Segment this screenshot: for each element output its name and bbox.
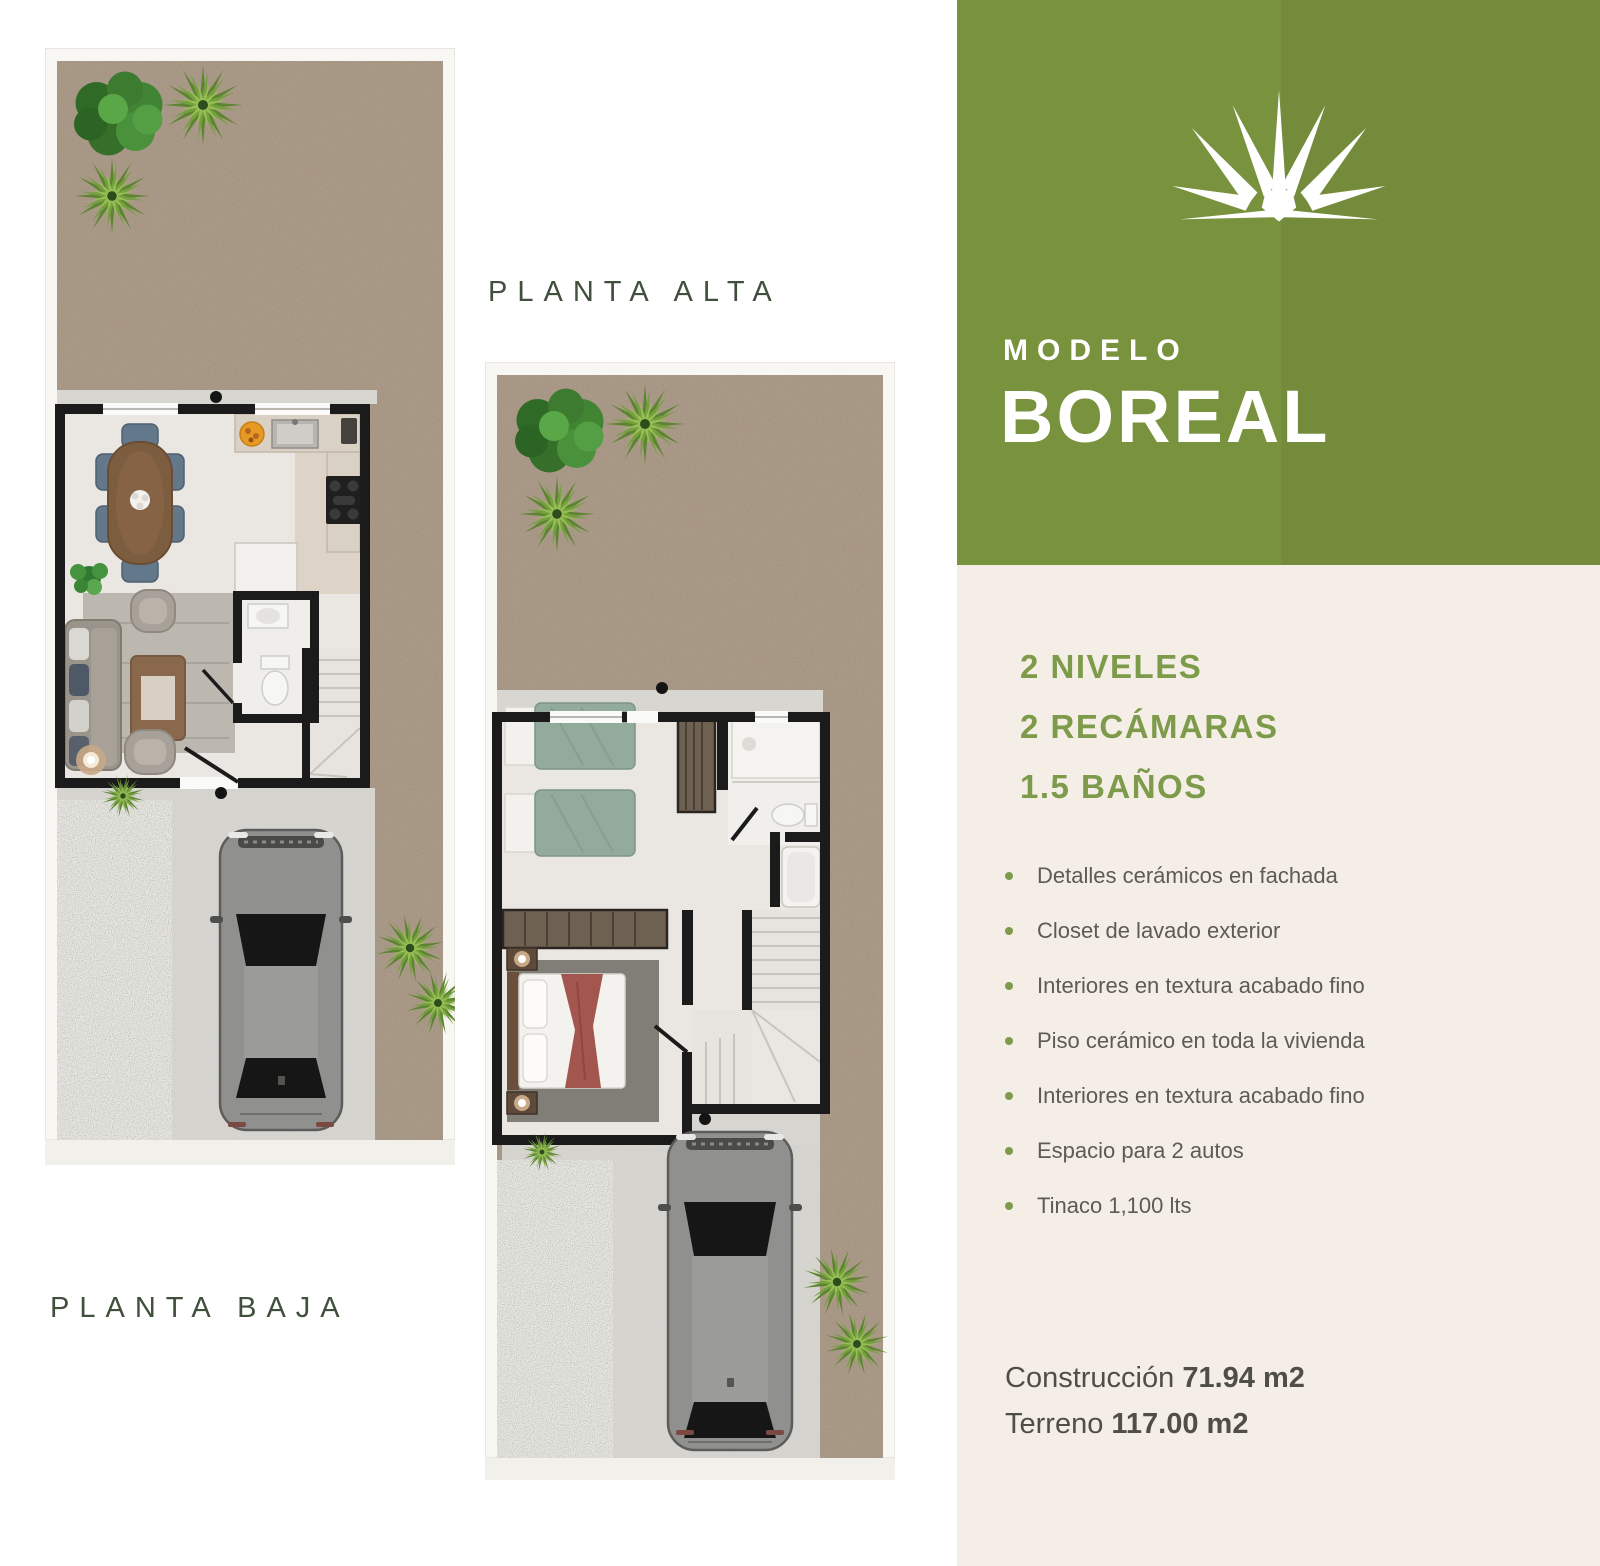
closet [678, 720, 715, 812]
feature-item: Interiores en textura acabado fino [1005, 974, 1365, 997]
agave-icon [1171, 88, 1387, 228]
rear-door-pivot [210, 391, 222, 403]
model-label: MODELO [1003, 334, 1189, 367]
side-mirror [339, 916, 352, 923]
wardrobe [503, 910, 667, 948]
bullet-icon [1005, 1202, 1013, 1210]
bullet-icon [1005, 982, 1013, 990]
utility-counter [235, 543, 297, 593]
living-room [65, 563, 235, 775]
features-list [1005, 864, 1365, 1249]
dimensions-block [1005, 1355, 1305, 1447]
construction-size: Construcción 71.94 m2 [1005, 1362, 1305, 1394]
rear-door-pivot [656, 682, 668, 694]
planta-baja-plan-svg [45, 48, 455, 1165]
side-mirror [210, 916, 223, 923]
planta-alta-label: PLANTA ALTA [488, 276, 782, 308]
bullet-icon [1005, 927, 1013, 935]
feature-item: Espacio para 2 autos [1005, 1139, 1365, 1162]
headboard [507, 972, 519, 1090]
toilet [262, 671, 288, 705]
bedroom-main [503, 910, 667, 1122]
land-size: Terreno 117.00 m2 [1005, 1408, 1249, 1440]
planta-alta-floorplan [485, 362, 895, 1480]
details-panel [957, 565, 1600, 1566]
spec-bathrooms: 1.5 BAÑOS [1020, 768, 1208, 805]
spec-levels: 2 NIVELES [1020, 648, 1203, 685]
side-mirror [789, 1204, 802, 1211]
bullet-icon [1005, 872, 1013, 880]
car [658, 1132, 802, 1450]
floor-lamp [76, 745, 106, 775]
planta-baja-label: PLANTA BAJA [50, 1292, 350, 1324]
feature-item: Piso cerámico en toda la vivienda [1005, 1029, 1365, 1052]
side-mirror [658, 1204, 671, 1211]
feature-item: Interiores en textura acabado fino [1005, 1084, 1365, 1107]
windshield [684, 1202, 776, 1256]
bullet-icon [1005, 1147, 1013, 1155]
fruit-bowl [240, 422, 264, 446]
feature-item: Tinaco 1,100 lts [1005, 1194, 1365, 1217]
coffee-maker [341, 418, 357, 444]
planta-baja-floorplan [45, 48, 455, 1165]
car [210, 830, 352, 1130]
bullet-icon [1005, 1092, 1013, 1100]
feature-item: Closet de lavado exterior [1005, 919, 1365, 942]
planta-alta-plan-svg [485, 362, 895, 1480]
brand-panel [957, 0, 1600, 565]
windshield [236, 914, 326, 966]
rear-window [684, 1402, 776, 1438]
sidewalk [45, 1140, 455, 1165]
model-name: BOREAL [1000, 375, 1331, 458]
specs-list [1020, 637, 1279, 817]
toilet [772, 804, 804, 826]
bullet-icon [1005, 1037, 1013, 1045]
feature-item: Detalles cerámicos en fachada [1005, 864, 1365, 887]
spec-bedrooms: 2 RECÁMARAS [1020, 708, 1279, 745]
sidewalk [485, 1458, 895, 1480]
